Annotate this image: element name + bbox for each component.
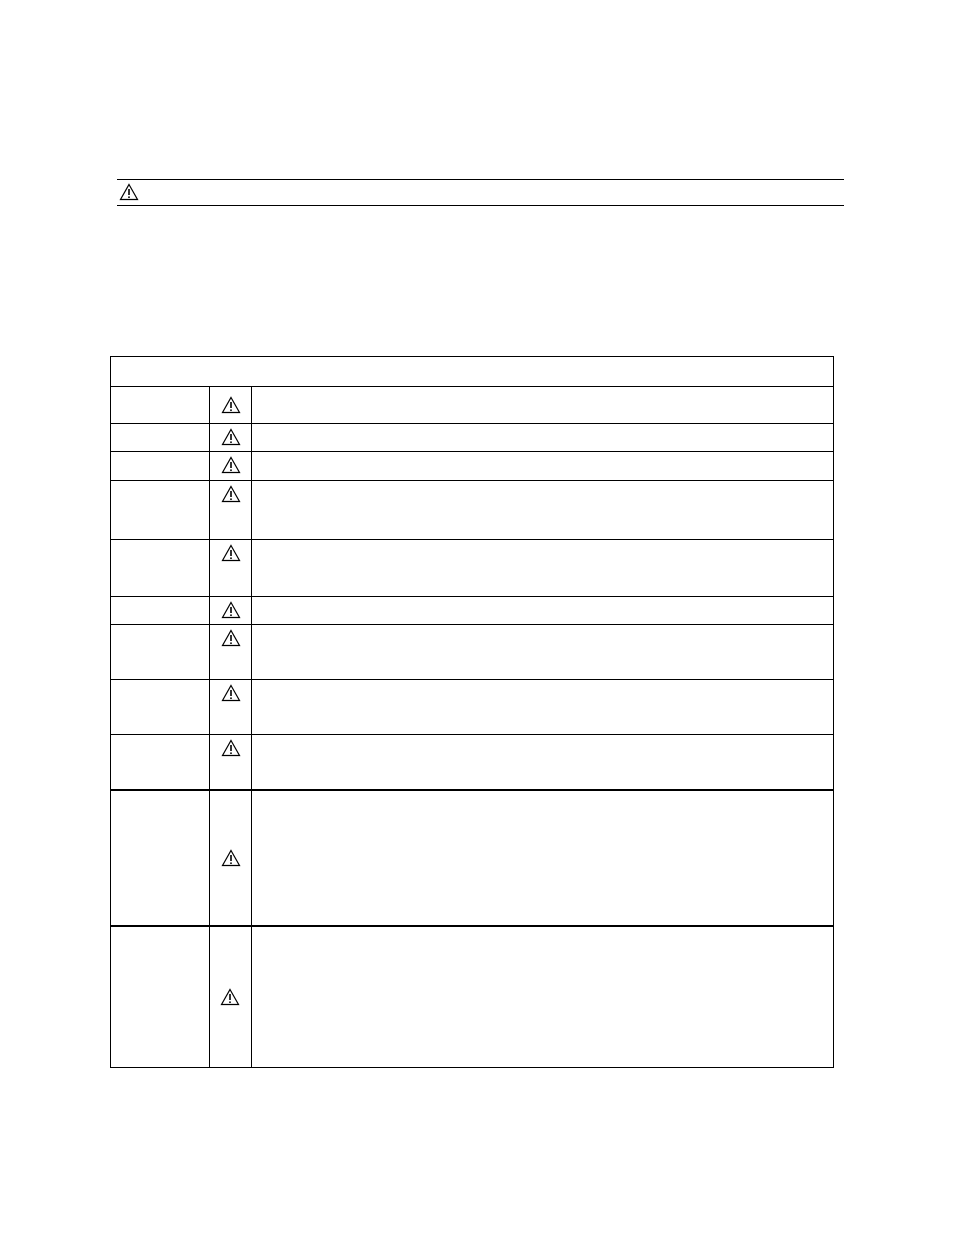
warning-triangle-icon [221,485,241,503]
row-icon-cell [210,424,252,452]
table-row [111,680,834,735]
row-text [252,735,834,790]
row-text [252,790,834,926]
row-label [111,926,210,1068]
safety-table [110,356,834,1068]
row-label [111,790,210,926]
row-text [252,926,834,1068]
row-label [111,452,210,481]
row-icon-cell [210,625,252,680]
row-text [252,625,834,680]
table-row [111,452,834,481]
row-label [111,597,210,625]
warning-triangle-icon [221,456,241,474]
warning-banner [117,179,844,206]
warning-triangle-icon [119,183,139,201]
warning-triangle-icon [221,739,241,757]
row-text [252,540,834,597]
row-text [252,424,834,452]
row-label [111,680,210,735]
warning-triangle-icon [220,988,240,1006]
table-row [111,735,834,790]
table-row [111,926,834,1068]
row-icon-cell [210,387,252,424]
row-icon-cell [210,597,252,625]
table-row [111,424,834,452]
warning-triangle-icon [221,601,241,619]
row-label [111,387,210,424]
row-label [111,540,210,597]
row-icon-cell [210,481,252,540]
row-label [111,625,210,680]
row-text [252,452,834,481]
row-icon-cell [210,926,252,1068]
row-label [111,735,210,790]
table-header [111,357,834,387]
row-icon-cell [210,680,252,735]
table-row [111,597,834,625]
row-text [252,387,834,424]
warning-triangle-icon [221,849,241,867]
warning-triangle-icon [221,396,241,414]
row-text [252,597,834,625]
row-icon-cell [210,735,252,790]
row-icon-cell [210,452,252,481]
row-label [111,424,210,452]
row-icon-cell [210,540,252,597]
table-row [111,625,834,680]
table-row [111,387,834,424]
row-text [252,680,834,735]
table-row [111,540,834,597]
row-icon-cell [210,790,252,926]
row-label [111,481,210,540]
warning-triangle-icon [221,544,241,562]
row-text [252,481,834,540]
warning-triangle-icon [221,629,241,647]
warning-triangle-icon [221,684,241,702]
warning-triangle-icon [221,428,241,446]
table-row [111,481,834,540]
table-row [111,790,834,926]
